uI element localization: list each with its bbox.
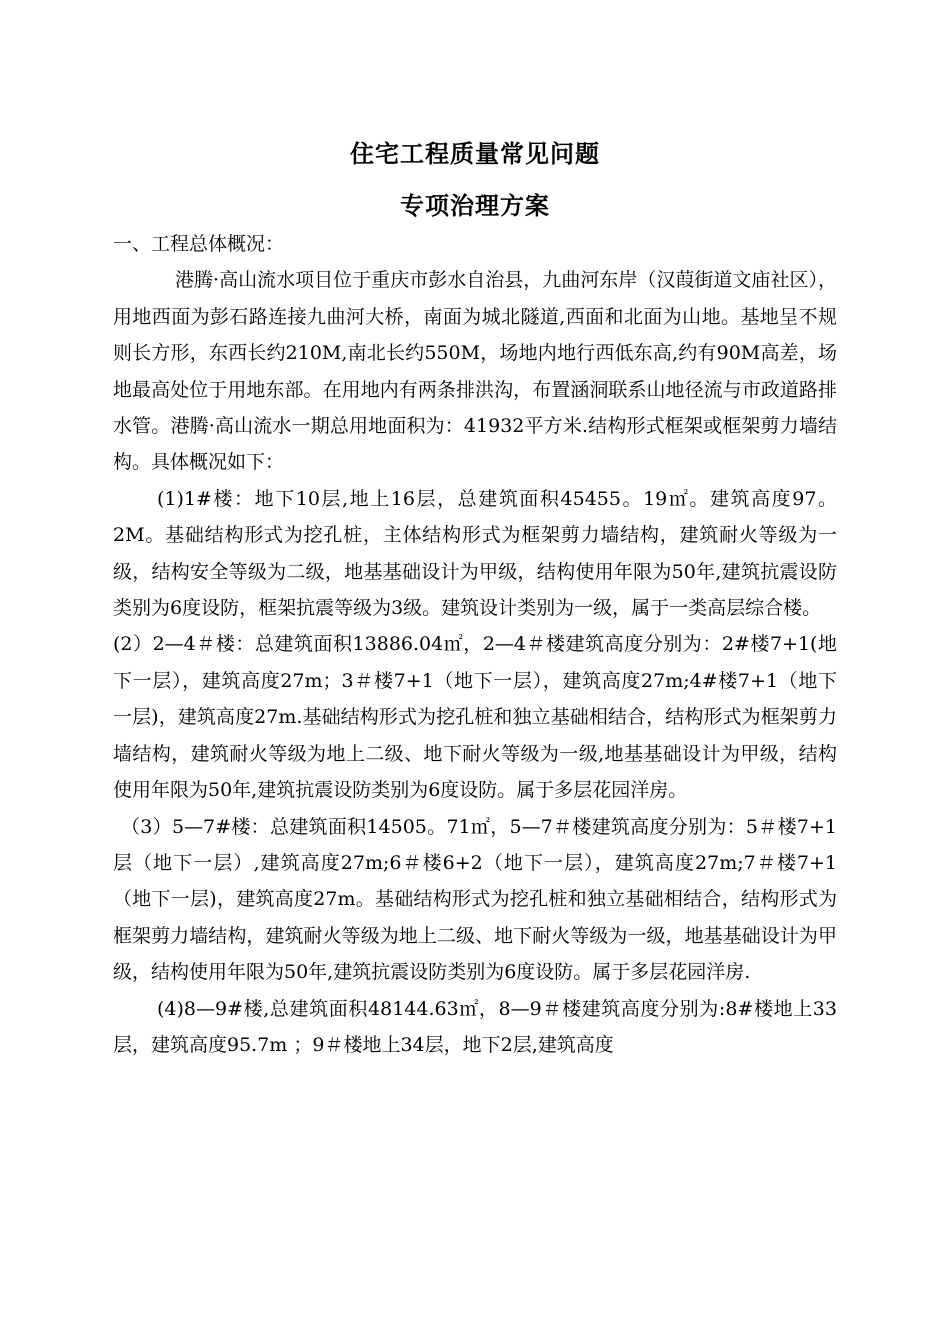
document-title-line2: 专项治理方案	[400, 192, 550, 220]
paragraph-buildings-2-4: (2）2—4＃楼：总建筑面积13886.04㎡，2—4＃楼建筑高度分别为：2#楼7+1(地下一层），建筑高度27m；3＃楼7+1（地下一层），建筑高度27m;4#楼7+1（地下一层)，建筑高度27m.基础结构形式为挖孔桩和独立基础相结合，结构形式为框架剪力墙结构，建筑耐火等级为地上二级、地下耐火等级为一级,地基基础设计为甲级，结构使用年限为50年,建筑抗震设防类别为6度设防。属于多层花园洋房。	[113, 633, 837, 802]
paragraph-buildings-8-9: (4)8—9#楼,总建筑面积48144.63㎡，8—9＃楼建筑高度分别为:8#楼地上33层，建筑高度95.7m ；9＃楼地上34层，地下2层,建筑高度	[113, 997, 837, 1056]
section-heading: 一、工程总体概况：	[113, 233, 285, 255]
document-title-line1: 住宅工程质量常见问题	[350, 140, 600, 168]
document-body	[113, 226, 837, 1063]
paragraph-project-overview: 港腾·高山流水项目位于重庆市彭水自治县，九曲河东岸（汉葭街道文庙社区），用地西面为彭石路连接九曲河大桥，南面为城北隧道,西面和北面为山地。基地呈不规则长方形，东西长约210M,南北长约550M，场地内地行西低东高,约有90M高差，场地最高处位于用地东部。在用地内有两条排洪沟，布置涵洞联系山地径流与市政道路排水管。港腾·高山流水一期总用地面积为：41932平方米.结构形式框架或框架剪力墙结构。具体概况如下：	[113, 269, 837, 474]
paragraph-building-1: (1)1#楼：地下10层,地上16层，总建筑面积45455。19㎡。建筑高度97。2M。基础结构形式为挖孔桩，主体结构形式为框架剪力墙结构，建筑耐火等级为一级，结构安全等级为二级，地基基础设计为甲级，结构使用年限为50年,建筑抗震设防类别为6度设防，框架抗震等级为3级。建筑设计类别为一级，属于一类高层综合楼。	[113, 487, 837, 620]
paragraph-buildings-5-7: （3）5—7#楼：总建筑面积14505。71㎡，5—7＃楼建筑高度分别为：5＃楼7+1层（地下一层）,建筑高度27m;6＃楼6+2（地下一层），建筑高度27m;7＃楼7+1（地下一层)，建筑高度27m。基础结构形式为挖孔桩和独立基础相结合，结构形式为框架剪力墙结构，建筑耐火等级为地上二级、地下耐火等级为一级，地基基础设计为甲级，结构使用年限为50年,建筑抗震设防类别为6度设防。属于多层花园洋房.	[113, 815, 837, 984]
